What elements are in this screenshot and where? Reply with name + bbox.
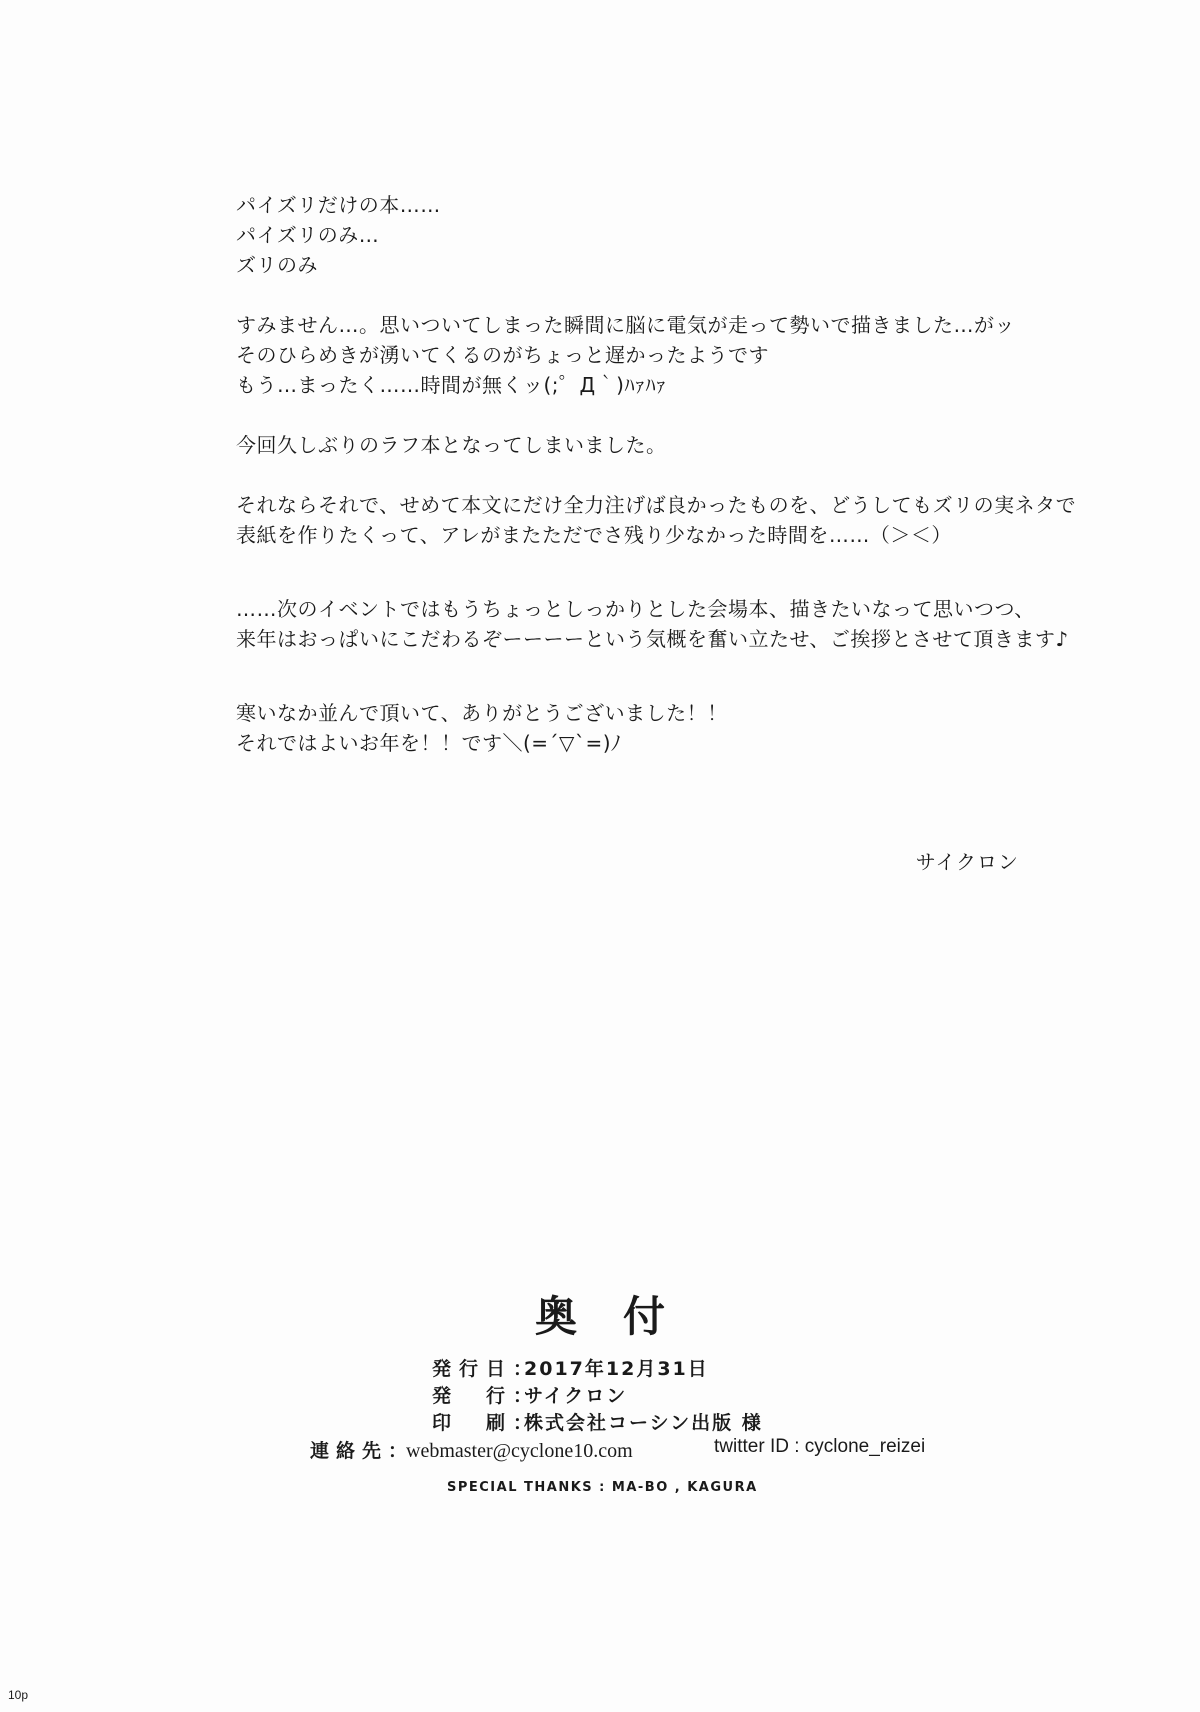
contact-email-link[interactable]: webmaster@cyclone10.com [406,1440,633,1462]
printer-value: 株式会社コーシン出版 様 [524,1412,763,1434]
text-line: すみません…。思いついてしまった瞬間に脳に電気が走って勢いで描きました…がッ [236,313,1015,337]
text-line: パイズリだけの本…… [236,193,441,217]
text-line: パイズリのみ… [236,223,380,247]
text-line: ズリのみ [236,253,318,277]
printer-row [432,1408,763,1435]
publisher-value: サイクロン [524,1385,628,1407]
issue-date-value: 2017年12月31日 [524,1358,709,1380]
text-line: それならそれで、せめて本文にだけ全力注げば良かったものを、どうしてもズリの実ネタで [236,493,1077,517]
page-number: 10p [8,1688,29,1702]
text-line: 来年はおっぱいにこだわるぞーーーーという気概を奮い立たせ、ご挨拶とさせて頂きます♪ [236,627,1069,651]
publisher-row [432,1381,627,1408]
publisher-label: 発 行： [432,1385,541,1407]
text-line: 表紙を作りたくって、アレがまたただでさ残り少なかった時間を……（＞＜） [236,523,952,547]
printer-label: 印 刷： [432,1412,541,1434]
paragraph-cover [236,490,1116,550]
colophon-title: 奥付 [534,1292,711,1341]
special-thanks: SPECIAL THANKS : MA-BO , KAGURA [447,1480,758,1495]
text-line: もう…まったく……時間が無くッ(;゜Д｀)ﾊｧﾊｧ [236,373,667,397]
paragraph-thanks [236,698,1116,758]
text-line: 今回久しぶりのラフ本となってしまいました。 [236,433,667,457]
paragraph-next-event [236,594,1116,654]
text-line: そのひらめきが湧いてくるのがちょっと遅かったようです [236,343,769,367]
text-line: それではよいお年を！！です＼(=´▽`=)ﾉ [236,731,622,755]
contact-label: 連絡先： [310,1440,415,1462]
contact-row [310,1436,633,1463]
issue-date-row [432,1354,709,1381]
paragraph-intro [236,190,1116,280]
text-line: ……次のイベントではもうちょっとしっかりとした会場本、描きたいなって思いつつ、 [236,597,1035,621]
twitter-id: twitter ID : cyclone_reizei [714,1436,926,1457]
afterword-text [236,190,1116,788]
text-line: 寒いなか並んで頂いて、ありがとうございました！！ [236,701,728,725]
author-signature: サイクロン [915,850,1019,874]
paragraph-apology [236,310,1116,400]
paragraph-rough-book [236,430,1116,460]
issue-date-label: 発行日： [432,1358,541,1380]
